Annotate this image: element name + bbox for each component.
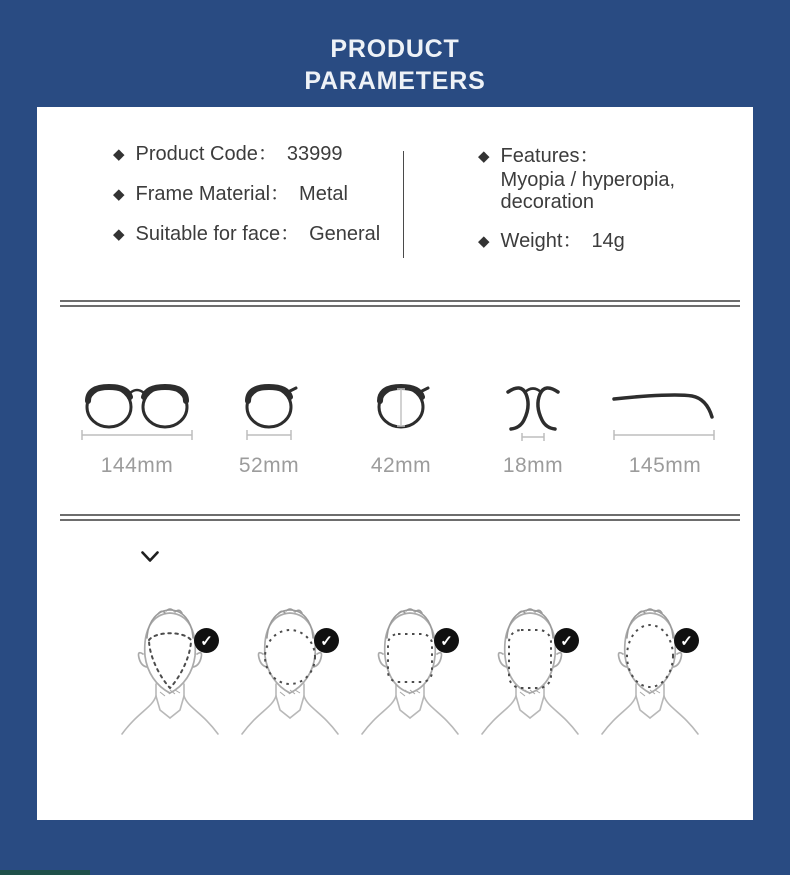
param-label: Weight	[500, 230, 563, 252]
diamond-bullet-icon: ◆	[113, 186, 125, 203]
param-value: Myopia / hyperopia, decoration	[500, 169, 676, 213]
params-right-column	[478, 145, 725, 270]
face-shape-round	[230, 600, 350, 750]
check-badge	[674, 628, 699, 653]
check-badge	[314, 628, 339, 653]
check-badge	[554, 628, 579, 653]
param-label: Product Code	[135, 143, 258, 165]
oval-face-icon	[598, 600, 702, 736]
check-icon: ✓	[200, 632, 213, 650]
rectangle-face-icon	[478, 600, 582, 736]
diamond-bullet-icon: ◆	[113, 146, 125, 163]
check-icon: ✓	[320, 632, 333, 650]
params-left-column	[113, 143, 380, 263]
measure-label: 145mm	[628, 454, 702, 477]
check-icon: ✓	[440, 632, 453, 650]
param-row-weight	[478, 230, 725, 253]
bridge-width-icon	[497, 379, 569, 445]
diamond-bullet-icon: ◆	[113, 226, 125, 243]
lens-width-icon	[237, 379, 301, 445]
check-icon: ✓	[680, 632, 693, 650]
diamond-bullet-icon: ◆	[478, 148, 490, 165]
face-shape-oval	[590, 600, 710, 750]
teal-accent-strip	[0, 870, 90, 875]
param-value: 14g	[591, 230, 625, 252]
param-label: Frame Material	[135, 183, 271, 205]
page-title-line1: PRODUCT	[330, 35, 460, 63]
param-features-block	[501, 145, 725, 213]
colon: ：	[270, 183, 291, 205]
param-label: Features	[500, 145, 580, 167]
measure-label: 144mm	[100, 454, 174, 477]
measure-lens-height	[335, 379, 467, 478]
check-badge	[194, 628, 219, 653]
face-shapes-row	[110, 600, 710, 750]
param-value: General	[309, 223, 381, 245]
square-face-icon	[358, 600, 462, 736]
param-row-suitable-face	[113, 223, 380, 246]
separator-top	[60, 300, 740, 307]
round-face-icon	[238, 600, 342, 736]
diamond-bullet-icon: ◆	[478, 233, 490, 250]
measure-label: 18mm	[502, 454, 564, 477]
face-shape-heart	[110, 600, 230, 750]
param-row-features	[478, 145, 725, 213]
colon: ：	[562, 230, 583, 252]
chevron-down-icon	[141, 551, 159, 563]
measure-label: 42mm	[370, 454, 432, 477]
param-row-frame-material	[113, 183, 380, 206]
frame-width-icon	[79, 379, 195, 445]
measure-temple-length	[599, 379, 731, 478]
param-row-product-code	[113, 143, 380, 166]
param-value: 33999	[286, 143, 343, 165]
colon: ：	[280, 223, 301, 245]
check-icon: ✓	[560, 632, 573, 650]
measurements-row	[71, 379, 731, 478]
content-panel	[37, 107, 753, 820]
page-title	[0, 33, 790, 97]
check-badge	[434, 628, 459, 653]
heart-face-icon	[118, 600, 222, 736]
measure-lens-width	[203, 379, 335, 478]
separator-bottom	[60, 514, 740, 521]
lens-height-icon	[369, 379, 433, 445]
column-divider	[403, 151, 404, 258]
measure-frame-width	[71, 379, 203, 478]
param-value: Metal	[299, 183, 348, 205]
param-label: Suitable for face	[135, 223, 281, 245]
colon: ：	[257, 143, 278, 165]
colon: ：	[579, 145, 600, 167]
measure-label: 52mm	[238, 454, 300, 477]
face-shape-rectangle	[470, 600, 590, 750]
face-shape-square	[350, 600, 470, 750]
page-title-line2: PARAMETERS	[304, 67, 486, 95]
measure-bridge-width	[467, 379, 599, 478]
temple-length-icon	[610, 379, 720, 445]
